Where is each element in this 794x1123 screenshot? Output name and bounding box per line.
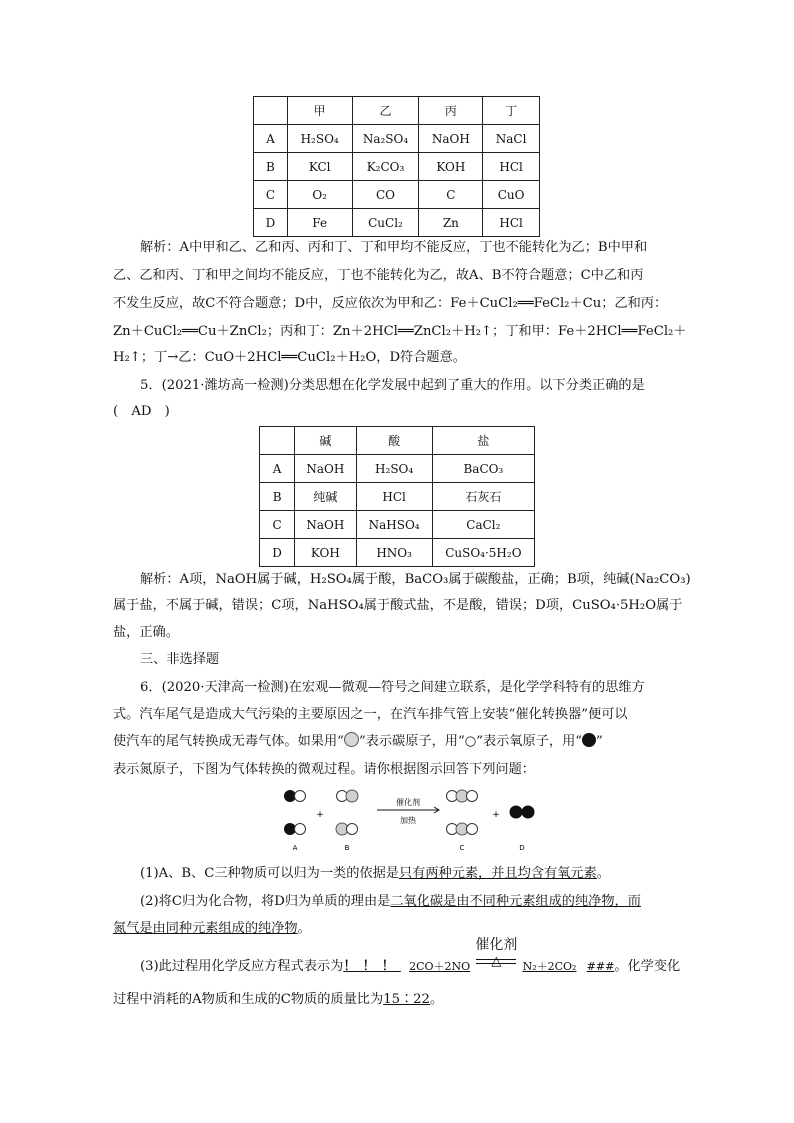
table-cell: B bbox=[260, 483, 295, 511]
nitrogen-atom-icon bbox=[582, 733, 596, 747]
answer-1 bbox=[140, 862, 610, 881]
question-5-answer: ( AD ) bbox=[113, 404, 170, 419]
question-6-line2: 式。汽车尾气是造成大气污染的主要原因之一，在汽车排气管上安装“催化转换器”便可以 bbox=[113, 707, 628, 722]
table-header-cell: 乙 bbox=[352, 97, 419, 125]
table-cell: K₂CO₃ bbox=[352, 153, 419, 181]
table-cell: C bbox=[419, 181, 483, 209]
molecule-a bbox=[284, 790, 306, 835]
table-cell: NaCl bbox=[483, 125, 540, 153]
table-cell: C bbox=[260, 511, 295, 539]
question-5-stem: 5．(2021·潍坊高一检测)分类思想在化学发展中起到了重大的作用。以下分类正确的是 bbox=[140, 378, 645, 393]
table-header-cell: 丁 bbox=[483, 97, 540, 125]
table-row bbox=[254, 125, 540, 153]
table-cell: HNO₃ bbox=[356, 539, 432, 567]
equation-catalyst: 催化剂 bbox=[475, 937, 518, 953]
table-cell: KOH bbox=[295, 539, 356, 567]
table-cell: CaCl₂ bbox=[432, 511, 534, 539]
table-header-cell: 碱 bbox=[295, 427, 356, 455]
table-header-row bbox=[260, 427, 535, 455]
table-header-cell: 甲 bbox=[287, 97, 352, 125]
answer-4 bbox=[113, 988, 443, 1007]
table-classification bbox=[259, 426, 535, 567]
table-cell: NaOH bbox=[295, 511, 356, 539]
answer-1-suffix: 。 bbox=[596, 866, 610, 881]
table-cell: HCl bbox=[483, 209, 540, 237]
table-cell: O₂ bbox=[287, 181, 352, 209]
table-cell bbox=[254, 97, 288, 125]
table-row bbox=[260, 455, 535, 483]
answer-2-line1 bbox=[140, 890, 641, 909]
plus-sign: + bbox=[492, 810, 500, 820]
table-cell: H₂SO₄ bbox=[287, 125, 352, 153]
table-row bbox=[260, 511, 535, 539]
heat-label: 加热 bbox=[400, 816, 416, 825]
table-header-cell: 盐 bbox=[432, 427, 534, 455]
answer-1-fill: 只有两种元素，并且均含有氧元素 bbox=[398, 866, 597, 881]
label-d: D bbox=[519, 844, 525, 852]
answer-4-suffix: 。 bbox=[429, 992, 444, 1007]
answer-1-prefix: (1)A、B、C三种物质可以归为一类的依据是 bbox=[140, 866, 399, 881]
table-header-cell: 丙 bbox=[419, 97, 483, 125]
equation-left: 2CO＋2NO bbox=[409, 960, 471, 973]
table-cell: NaOH bbox=[419, 125, 483, 153]
table-cell: 纯碱 bbox=[295, 483, 356, 511]
analysis-q4-line4: Zn＋CuCl₂══Cu＋ZnCl₂；丙和丁：Zn＋2HCl══ZnCl₂＋H₂↑；丁和甲：Fe＋2HCl══FeCl₂＋ bbox=[113, 324, 687, 339]
analysis-q5-line2: 属于盐，不属于碱，错误；C项，NaHSO₄属于酸式盐，不是酸，错误；D项，CuSO₄·5H₂O属于 bbox=[113, 598, 683, 613]
molecule-d bbox=[510, 806, 535, 819]
answer-4-fill: 15∶22 bbox=[383, 992, 430, 1007]
equation-condition bbox=[474, 937, 518, 970]
table-cell: NaOH bbox=[295, 455, 356, 483]
label-c: C bbox=[459, 844, 465, 852]
answer-3-marks: ！！！ bbox=[343, 959, 401, 974]
table-cell: Zn bbox=[419, 209, 483, 237]
answer-2-suffix: 。 bbox=[297, 921, 311, 936]
analysis-q5-line3: 盐，正确。 bbox=[113, 625, 179, 640]
molecule-diagram bbox=[270, 783, 550, 853]
equation-heat-icon: △ bbox=[491, 954, 502, 969]
catalyst-label: 催化剂 bbox=[396, 798, 420, 807]
molecule-c bbox=[447, 790, 478, 835]
table-cell: H₂SO₄ bbox=[356, 455, 432, 483]
question-6-line3-part3: ” bbox=[596, 734, 603, 749]
question-6-line4: 表示氮原子，下图为气体转换的微观过程。请你根据图示回答下列问题： bbox=[113, 762, 535, 777]
answer-2-prefix: (2)将C归为化合物，将D归为单质的理由是 bbox=[140, 894, 391, 909]
analysis-q4-line5: H₂↑；丁→乙：CuO＋2HCl══CuCl₂＋H₂O，D符合题意。 bbox=[113, 350, 466, 365]
table-cell: CuO bbox=[483, 181, 540, 209]
answer-4-prefix: 过程中消耗的A物质和生成的C物质的质量比为 bbox=[113, 992, 384, 1007]
table-cell: KOH bbox=[419, 153, 483, 181]
table-cell: NaHSO₄ bbox=[356, 511, 432, 539]
table-row bbox=[260, 539, 535, 567]
answer-3-suffix: 。化学变化 bbox=[614, 959, 681, 974]
label-a: A bbox=[292, 844, 298, 852]
equation-right: N₂＋2CO₂ bbox=[522, 960, 577, 973]
question-6-line3-part2: ”表示碳原子，用“○”表示氧原子，用“ bbox=[358, 734, 583, 749]
table-header-row bbox=[254, 97, 540, 125]
answer-2-fill-2: 氮气是由同种元素组成的纯净物 bbox=[113, 921, 298, 936]
analysis-q4-line1: 解析：A中甲和乙、乙和丙、丙和丁、丁和甲均不能反应，丁也不能转化为乙；B中甲和 bbox=[140, 240, 648, 255]
analysis-q5-line1: 解析：A项，NaOH属于碱，H₂SO₄属于酸，BaCO₃属于碳酸盐，正确；B项，纯碱(Na₂CO₃) bbox=[140, 572, 691, 587]
table-row bbox=[254, 153, 540, 181]
question-6-line3-part1: 使汽车的尾气转换成无毒气体。如果用“ bbox=[113, 734, 344, 749]
table-row bbox=[254, 209, 540, 237]
table-row bbox=[260, 483, 535, 511]
plus-sign: + bbox=[316, 810, 324, 820]
table-cell bbox=[260, 427, 295, 455]
table-cell: KCl bbox=[287, 153, 352, 181]
molecule-b bbox=[336, 790, 358, 835]
table-cell: A bbox=[260, 455, 295, 483]
table-cell: CuSO₄·5H₂O bbox=[432, 539, 534, 567]
table-cell: BaCO₃ bbox=[432, 455, 534, 483]
question-6-line3 bbox=[113, 730, 603, 749]
answer-3-prefix: (3)此过程用化学反应方程式表示为 bbox=[140, 959, 344, 974]
answer-3 bbox=[140, 937, 681, 974]
answer-3-tail: ### bbox=[586, 960, 615, 973]
table-cell: Na₂SO₄ bbox=[352, 125, 419, 153]
table-cell: Fe bbox=[287, 209, 352, 237]
analysis-q4-line3: 不发生反应，故C不符合题意；D中，反应依次为甲和乙：Fe＋CuCl₂══FeCl₂＋Cu；乙和丙： bbox=[113, 296, 668, 311]
label-b: B bbox=[344, 844, 350, 852]
table-cell: C bbox=[254, 181, 288, 209]
table-row bbox=[254, 181, 540, 209]
table-cell: 石灰石 bbox=[432, 483, 534, 511]
table-cell: HCl bbox=[356, 483, 432, 511]
table-header-cell: 酸 bbox=[356, 427, 432, 455]
table-reactants bbox=[253, 96, 540, 237]
table-cell: A bbox=[254, 125, 288, 153]
question-6-line1: 6．(2020·天津高一检测)在宏观—微观—符号之间建立联系，是化学学科特有的思维方 bbox=[140, 680, 645, 695]
table-cell: HCl bbox=[483, 153, 540, 181]
analysis-q4-line2: 乙、乙和丙、丁和甲之间均不能反应，丁也不能转化为乙，故A、B不符合题意；C中乙和丙 bbox=[113, 268, 644, 283]
table-cell: CuCl₂ bbox=[352, 209, 419, 237]
table-cell: D bbox=[254, 209, 288, 237]
answer-2-line2 bbox=[113, 917, 311, 936]
table-cell: CO bbox=[352, 181, 419, 209]
table-cell: B bbox=[254, 153, 288, 181]
section-heading: 三、非选择题 bbox=[140, 652, 220, 667]
carbon-atom-icon bbox=[344, 732, 359, 747]
table-cell: D bbox=[260, 539, 295, 567]
answer-2-fill-1: 二氧化碳是由不同种元素组成的纯净物，而 bbox=[390, 894, 641, 909]
